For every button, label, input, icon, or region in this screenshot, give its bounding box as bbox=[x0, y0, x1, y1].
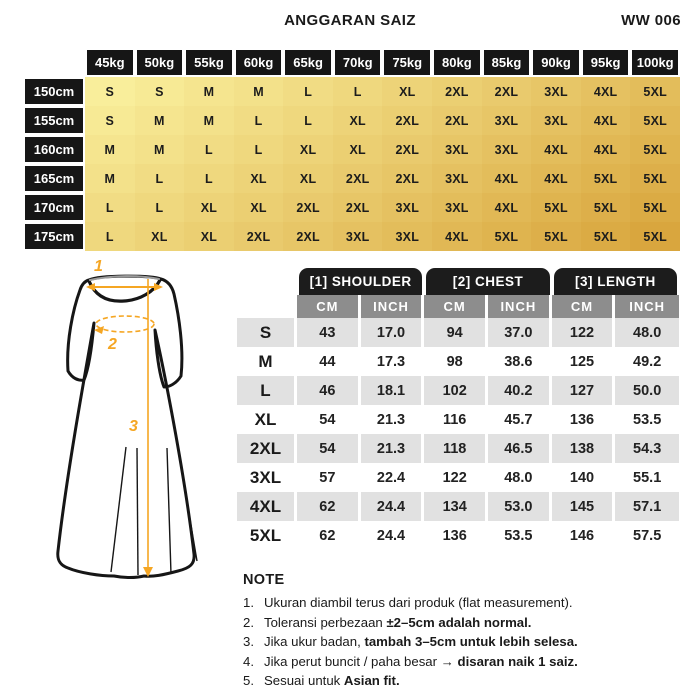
size-row-label-3XL: 3XL bbox=[237, 463, 297, 492]
size-value-2XL-1: 21.3 bbox=[361, 434, 425, 463]
weight-header-75kg: 75kg bbox=[382, 48, 432, 77]
weight-header-65kg: 65kg bbox=[283, 48, 333, 77]
matrix-cell-165cm-45kg: M bbox=[85, 164, 135, 193]
size-value-3XL-0: 57 bbox=[297, 463, 361, 492]
matrix-cell-155cm-45kg: S bbox=[85, 106, 135, 135]
weight-header-85kg: 85kg bbox=[482, 48, 532, 77]
matrix-cell-160cm-90kg: 4XL bbox=[531, 135, 581, 164]
size-table-corner bbox=[237, 268, 297, 295]
matrix-cell-160cm-60kg: L bbox=[234, 135, 284, 164]
height-header-170cm: 170cm bbox=[23, 193, 85, 222]
matrix-cell-175cm-60kg: 2XL bbox=[234, 222, 284, 251]
matrix-cell-165cm-95kg: 5XL bbox=[581, 164, 631, 193]
matrix-cell-175cm-95kg: 5XL bbox=[581, 222, 631, 251]
matrix-cell-150cm-90kg: 3XL bbox=[531, 77, 581, 106]
matrix-cell-155cm-75kg: 2XL bbox=[382, 106, 432, 135]
weight-header-90kg: 90kg bbox=[531, 48, 581, 77]
size-value-2XL-4: 138 bbox=[552, 434, 616, 463]
size-value-M-2: 98 bbox=[424, 347, 488, 376]
note-number-3: 3. bbox=[243, 634, 254, 649]
note-segment: Ukuran diambil terus dari produk (flat measurement). bbox=[264, 595, 573, 610]
size-value-M-0: 44 bbox=[297, 347, 361, 376]
matrix-cell-165cm-75kg: 2XL bbox=[382, 164, 432, 193]
matrix-cell-170cm-85kg: 4XL bbox=[482, 193, 532, 222]
size-value-M-4: 125 bbox=[552, 347, 616, 376]
matrix-cell-150cm-50kg: S bbox=[135, 77, 185, 106]
size-value-M-1: 17.3 bbox=[361, 347, 425, 376]
matrix-cell-165cm-80kg: 3XL bbox=[432, 164, 482, 193]
matrix-cell-150cm-70kg: L bbox=[333, 77, 383, 106]
note-segment: tambah 3–5cm untuk lebih selesa. bbox=[364, 634, 578, 649]
matrix-corner-cell bbox=[23, 48, 85, 77]
size-value-M-5: 49.2 bbox=[615, 347, 679, 376]
size-value-S-3: 37.0 bbox=[488, 318, 552, 347]
weight-header-100kg: 100kg bbox=[630, 48, 680, 77]
size-value-5XL-5: 57.5 bbox=[615, 521, 679, 550]
matrix-cell-155cm-100kg: 5XL bbox=[630, 106, 680, 135]
matrix-cell-165cm-50kg: L bbox=[135, 164, 185, 193]
height-header-165cm: 165cm bbox=[23, 164, 85, 193]
matrix-cell-175cm-65kg: 2XL bbox=[283, 222, 333, 251]
size-value-5XL-2: 136 bbox=[424, 521, 488, 550]
matrix-cell-165cm-90kg: 4XL bbox=[531, 164, 581, 193]
matrix-cell-170cm-80kg: 3XL bbox=[432, 193, 482, 222]
note-segment: disaran naik 1 saiz. bbox=[457, 653, 578, 669]
note-item-3 bbox=[243, 632, 683, 652]
matrix-cell-160cm-80kg: 3XL bbox=[432, 135, 482, 164]
size-value-2XL-0: 54 bbox=[297, 434, 361, 463]
matrix-cell-150cm-65kg: L bbox=[283, 77, 333, 106]
size-value-XL-5: 53.5 bbox=[615, 405, 679, 434]
size-value-XL-3: 45.7 bbox=[488, 405, 552, 434]
matrix-cell-170cm-75kg: 3XL bbox=[382, 193, 432, 222]
size-value-L-4: 127 bbox=[552, 376, 616, 405]
note-item-4 bbox=[243, 652, 683, 672]
dress-measurement-diagram bbox=[28, 254, 233, 586]
label-chest-2: 2 bbox=[108, 336, 117, 353]
matrix-cell-175cm-100kg: 5XL bbox=[630, 222, 680, 251]
size-row-label-2XL: 2XL bbox=[237, 434, 297, 463]
note-segment: ±2–5cm adalah normal. bbox=[386, 614, 532, 630]
size-value-4XL-3: 53.0 bbox=[488, 492, 552, 521]
matrix-cell-155cm-90kg: 3XL bbox=[531, 106, 581, 135]
matrix-cell-175cm-85kg: 5XL bbox=[482, 222, 532, 251]
matrix-cell-155cm-60kg: L bbox=[234, 106, 284, 135]
product-code: WW 006 bbox=[621, 12, 681, 29]
size-value-S-1: 17.0 bbox=[361, 318, 425, 347]
height-header-175cm: 175cm bbox=[23, 222, 85, 251]
size-value-XL-2: 116 bbox=[424, 405, 488, 434]
size-value-3XL-1: 22.4 bbox=[361, 463, 425, 492]
note-item-5 bbox=[243, 671, 683, 691]
note-number-5: 5. bbox=[243, 673, 254, 688]
matrix-cell-150cm-75kg: XL bbox=[382, 77, 432, 106]
dress-outline-icon bbox=[58, 276, 194, 577]
label-shoulder-1: 1 bbox=[94, 258, 103, 275]
size-value-L-2: 102 bbox=[424, 376, 488, 405]
matrix-cell-165cm-85kg: 4XL bbox=[482, 164, 532, 193]
matrix-cell-170cm-95kg: 5XL bbox=[581, 193, 631, 222]
matrix-cell-170cm-60kg: XL bbox=[234, 193, 284, 222]
matrix-cell-175cm-50kg: XL bbox=[135, 222, 185, 251]
matrix-cell-160cm-55kg: L bbox=[184, 135, 234, 164]
unit-header-2: CM bbox=[424, 295, 488, 318]
unit-spacer bbox=[237, 295, 297, 318]
matrix-cell-165cm-65kg: XL bbox=[283, 164, 333, 193]
matrix-cell-150cm-60kg: M bbox=[234, 77, 284, 106]
size-row-label-XL: XL bbox=[237, 405, 297, 434]
note-segment: Toleransi perbezaan bbox=[264, 614, 387, 630]
height-header-155cm: 155cm bbox=[23, 106, 85, 135]
size-row-label-5XL: 5XL bbox=[237, 521, 297, 550]
page-title: ANGGARAN SAIZ bbox=[284, 12, 416, 29]
size-value-3XL-2: 122 bbox=[424, 463, 488, 492]
size-value-2XL-3: 46.5 bbox=[488, 434, 552, 463]
height-header-160cm: 160cm bbox=[23, 135, 85, 164]
weight-header-80kg: 80kg bbox=[432, 48, 482, 77]
matrix-cell-165cm-70kg: 2XL bbox=[333, 164, 383, 193]
matrix-cell-150cm-80kg: 2XL bbox=[432, 77, 482, 106]
group-header-2: [3] LENGTH bbox=[554, 268, 677, 295]
weight-header-55kg: 55kg bbox=[184, 48, 234, 77]
matrix-cell-175cm-70kg: 3XL bbox=[333, 222, 383, 251]
matrix-cell-165cm-55kg: L bbox=[184, 164, 234, 193]
matrix-cell-150cm-45kg: S bbox=[85, 77, 135, 106]
matrix-cell-170cm-55kg: XL bbox=[184, 193, 234, 222]
note-text-3 bbox=[264, 632, 578, 652]
note-segment: Asian fit. bbox=[343, 673, 400, 688]
size-value-4XL-5: 57.1 bbox=[615, 492, 679, 521]
matrix-cell-170cm-50kg: L bbox=[135, 193, 185, 222]
size-row-label-S: S bbox=[237, 318, 297, 347]
matrix-cell-150cm-55kg: M bbox=[184, 77, 234, 106]
matrix-cell-160cm-65kg: XL bbox=[283, 135, 333, 164]
size-value-S-0: 43 bbox=[297, 318, 361, 347]
note-segment: Jika ukur badan, bbox=[264, 634, 365, 649]
matrix-cell-160cm-95kg: 4XL bbox=[581, 135, 631, 164]
size-value-3XL-5: 55.1 bbox=[615, 463, 679, 492]
size-value-S-4: 122 bbox=[552, 318, 616, 347]
size-value-XL-1: 21.3 bbox=[361, 405, 425, 434]
note-segment: Jika perut buncit / paha besar → bbox=[264, 653, 458, 669]
note-number-4: 4. bbox=[243, 653, 254, 669]
weight-header-70kg: 70kg bbox=[333, 48, 383, 77]
unit-header-0: CM bbox=[297, 295, 361, 318]
size-value-5XL-0: 62 bbox=[297, 521, 361, 550]
matrix-cell-170cm-90kg: 5XL bbox=[531, 193, 581, 222]
size-value-XL-0: 54 bbox=[297, 405, 361, 434]
matrix-cell-155cm-55kg: M bbox=[184, 106, 234, 135]
matrix-cell-150cm-100kg: 5XL bbox=[630, 77, 680, 106]
size-value-2XL-2: 118 bbox=[424, 434, 488, 463]
matrix-cell-160cm-70kg: XL bbox=[333, 135, 383, 164]
unit-header-1: INCH bbox=[361, 295, 425, 318]
notes-list bbox=[243, 593, 683, 691]
notes-section bbox=[243, 572, 683, 691]
size-value-4XL-0: 62 bbox=[297, 492, 361, 521]
note-segment: Sesuai untuk bbox=[264, 673, 344, 688]
matrix-cell-160cm-50kg: M bbox=[135, 135, 185, 164]
measurement-table bbox=[237, 268, 679, 550]
note-text-2 bbox=[264, 613, 531, 633]
matrix-cell-150cm-95kg: 4XL bbox=[581, 77, 631, 106]
matrix-cell-175cm-75kg: 3XL bbox=[382, 222, 432, 251]
size-row-label-M: M bbox=[237, 347, 297, 376]
weight-height-matrix bbox=[23, 48, 680, 251]
note-number-2: 2. bbox=[243, 614, 254, 630]
size-value-4XL-1: 24.4 bbox=[361, 492, 425, 521]
size-value-2XL-5: 54.3 bbox=[615, 434, 679, 463]
unit-header-4: CM bbox=[552, 295, 616, 318]
matrix-cell-170cm-45kg: L bbox=[85, 193, 135, 222]
notes-title: NOTE bbox=[243, 572, 285, 588]
matrix-cell-155cm-80kg: 2XL bbox=[432, 106, 482, 135]
group-header-1: [2] CHEST bbox=[426, 268, 549, 295]
unit-header-3: INCH bbox=[488, 295, 552, 318]
size-value-3XL-4: 140 bbox=[552, 463, 616, 492]
matrix-cell-175cm-80kg: 4XL bbox=[432, 222, 482, 251]
matrix-cell-160cm-85kg: 3XL bbox=[482, 135, 532, 164]
height-header-150cm: 150cm bbox=[23, 77, 85, 106]
matrix-cell-170cm-70kg: 2XL bbox=[333, 193, 383, 222]
size-value-XL-4: 136 bbox=[552, 405, 616, 434]
size-value-4XL-4: 145 bbox=[552, 492, 616, 521]
weight-header-95kg: 95kg bbox=[581, 48, 631, 77]
note-text-5 bbox=[264, 671, 400, 691]
matrix-cell-175cm-55kg: XL bbox=[184, 222, 234, 251]
matrix-cell-155cm-95kg: 4XL bbox=[581, 106, 631, 135]
size-value-5XL-4: 146 bbox=[552, 521, 616, 550]
matrix-cell-155cm-50kg: M bbox=[135, 106, 185, 135]
weight-header-45kg: 45kg bbox=[85, 48, 135, 77]
note-number-1: 1. bbox=[243, 595, 254, 610]
matrix-cell-170cm-100kg: 5XL bbox=[630, 193, 680, 222]
matrix-cell-160cm-100kg: 5XL bbox=[630, 135, 680, 164]
unit-header-5: INCH bbox=[615, 295, 679, 318]
size-value-S-5: 48.0 bbox=[615, 318, 679, 347]
note-item-2 bbox=[243, 613, 683, 633]
note-text-4 bbox=[264, 652, 578, 672]
size-value-S-2: 94 bbox=[424, 318, 488, 347]
label-length-3: 3 bbox=[129, 418, 138, 435]
size-value-4XL-2: 134 bbox=[424, 492, 488, 521]
matrix-cell-170cm-65kg: 2XL bbox=[283, 193, 333, 222]
group-header-0: [1] SHOULDER bbox=[299, 268, 422, 295]
matrix-cell-150cm-85kg: 2XL bbox=[482, 77, 532, 106]
size-value-5XL-3: 53.5 bbox=[488, 521, 552, 550]
weight-header-60kg: 60kg bbox=[234, 48, 284, 77]
note-text-1 bbox=[264, 593, 573, 613]
weight-header-50kg: 50kg bbox=[135, 48, 185, 77]
size-value-L-3: 40.2 bbox=[488, 376, 552, 405]
size-value-L-0: 46 bbox=[297, 376, 361, 405]
size-value-5XL-1: 24.4 bbox=[361, 521, 425, 550]
matrix-cell-160cm-75kg: 2XL bbox=[382, 135, 432, 164]
size-row-label-4XL: 4XL bbox=[237, 492, 297, 521]
size-row-label-L: L bbox=[237, 376, 297, 405]
matrix-cell-155cm-85kg: 3XL bbox=[482, 106, 532, 135]
note-item-1 bbox=[243, 593, 683, 613]
matrix-cell-155cm-65kg: L bbox=[283, 106, 333, 135]
matrix-cell-175cm-90kg: 5XL bbox=[531, 222, 581, 251]
matrix-cell-175cm-45kg: L bbox=[85, 222, 135, 251]
size-value-M-3: 38.6 bbox=[488, 347, 552, 376]
matrix-cell-165cm-100kg: 5XL bbox=[630, 164, 680, 193]
matrix-cell-160cm-45kg: M bbox=[85, 135, 135, 164]
size-value-L-1: 18.1 bbox=[361, 376, 425, 405]
size-value-L-5: 50.0 bbox=[615, 376, 679, 405]
matrix-cell-155cm-70kg: XL bbox=[333, 106, 383, 135]
matrix-cell-165cm-60kg: XL bbox=[234, 164, 284, 193]
size-value-3XL-3: 48.0 bbox=[488, 463, 552, 492]
